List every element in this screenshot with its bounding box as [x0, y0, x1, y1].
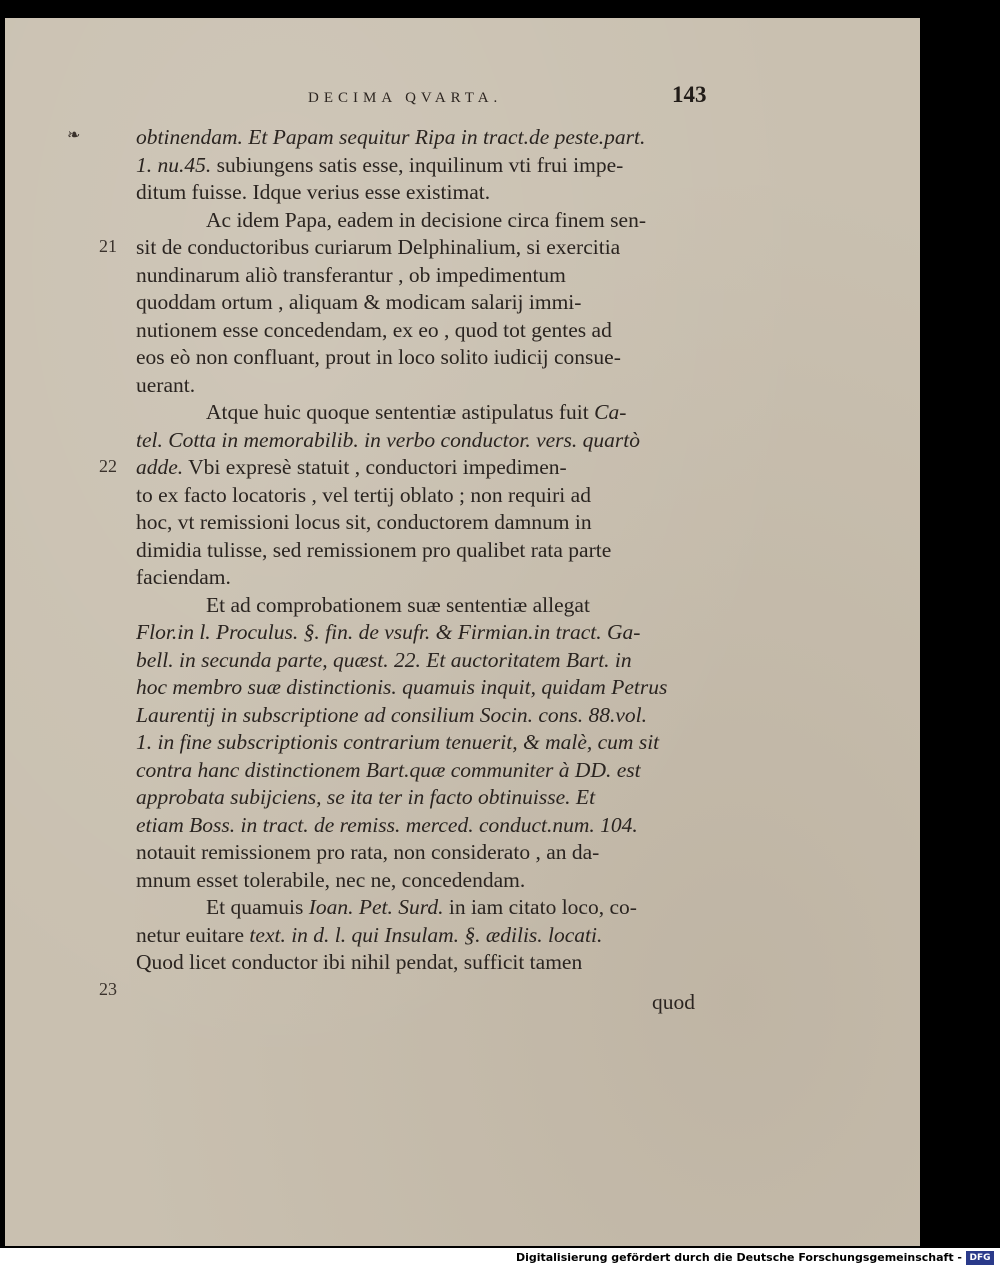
text-line	[136, 949, 712, 976]
text-line	[136, 427, 712, 454]
text-line	[136, 812, 712, 839]
page-number: 143	[672, 82, 707, 107]
text-segment: faciendam.	[136, 565, 231, 589]
text-segment: subiungens satis esse, inquilinum vti frui impe-	[211, 152, 624, 177]
text-segment: Et ad comprobationem suæ sententiæ allegat	[206, 592, 590, 617]
text-segment: mnum esset tolerabile, nec ne, concedendam.	[136, 867, 526, 892]
italic-citation: 1. nu.45.	[136, 152, 212, 177]
italic-citation: adde.	[136, 455, 184, 479]
text-line	[136, 399, 712, 426]
text-line	[136, 344, 712, 371]
italic-citation: Flor.in l. Proculus. §. fin. de vsufr. & Firmian.in tract. Ga-	[136, 620, 641, 644]
text-line	[136, 592, 712, 619]
text-line	[136, 289, 712, 316]
text-segment: netur euitare	[136, 922, 250, 947]
page-header	[5, 82, 920, 112]
text-line	[136, 482, 712, 509]
text-line	[136, 317, 712, 344]
text-segment: hoc, vt remissioni locus sit, conductorem damnum in	[136, 510, 592, 534]
scanned-page	[5, 18, 920, 1246]
text-segment: ditum fuisse. Idque verius esse existimat.	[136, 180, 491, 204]
text-segment: sit de conductoribus curiarum Delphinalium, si exercitia	[136, 235, 621, 259]
running-head: DECIMA QVARTA.	[308, 90, 503, 106]
text-line	[136, 564, 712, 591]
italic-citation: contra hanc distinctionem Bart.quæ communiter à DD. est	[136, 757, 641, 782]
funding-credit: Digitalisierung gefördert durch die Deutsche Forschungsgemeinschaft -	[515, 1251, 962, 1264]
italic-citation: Laurentij in subscriptione ad consilium Socin. cons. 88.vol.	[136, 702, 647, 727]
text-line	[136, 674, 712, 701]
italic-citation: obtinendam. Et Papam sequitur Ripa in tract.de peste.part.	[136, 125, 646, 149]
text-segment: nutionem esse concedendam, ex eo , quod tot gentes ad	[136, 317, 612, 342]
text-line	[136, 234, 712, 261]
text-line	[136, 757, 712, 784]
italic-citation: Ca-	[594, 400, 627, 424]
text-line	[136, 537, 712, 564]
text-line	[136, 207, 712, 234]
text-segment: to ex facto locatoris , vel tertij oblato ; non requiri ad	[136, 482, 591, 507]
text-line	[136, 262, 712, 289]
text-segment: Et quamuis	[206, 895, 309, 919]
text-line	[136, 152, 712, 179]
text-line	[136, 784, 712, 811]
margin-number: 21	[99, 236, 117, 256]
text-segment: uerant.	[136, 372, 196, 397]
margin-number: 22	[99, 456, 117, 476]
italic-citation: hoc membro suæ distinctionis. quamuis inquit, quidam Petrus	[136, 675, 668, 699]
text-line	[136, 647, 712, 674]
text-segment: dimidia tulisse, sed remissionem pro qualibet rata parte	[136, 537, 612, 562]
text-line	[136, 922, 712, 949]
text-line	[136, 867, 712, 894]
text-line	[136, 839, 712, 866]
text-line	[136, 124, 712, 151]
text-segment: Atque huic quoque sententiæ astipulatus fuit	[206, 400, 595, 424]
text-line	[136, 619, 712, 646]
italic-citation: Ioan. Pet. Surd.	[308, 895, 444, 919]
text-segment: quoddam ortum , aliquam & modicam salarij immi-	[136, 290, 582, 314]
text-line	[136, 702, 712, 729]
text-segment: nundinarum aliò transferantur , ob impedimentum	[136, 262, 566, 287]
italic-citation: etiam Boss. in tract. de remiss. merced. conduct.num. 104.	[136, 812, 638, 837]
text-line	[136, 894, 712, 921]
digitization-footer	[0, 1248, 1000, 1269]
text-line	[136, 729, 712, 756]
text-segment: in iam citato loco, co-	[443, 895, 637, 919]
italic-citation: tel. Cotta in memorabilib. in verbo conductor. vers. quartò	[136, 427, 641, 452]
text-segment: Ac idem Papa, eadem in decisione circa finem sen-	[206, 207, 646, 232]
text-line	[136, 372, 712, 399]
italic-citation: text. in d. l. qui Insulam. §. ædilis. locati.	[249, 922, 603, 947]
margin-mark: ❧	[67, 127, 81, 144]
margin-number: 23	[99, 978, 117, 999]
text-segment: Quod licet conductor ibi nihil pendat, sufficit tamen	[136, 950, 583, 974]
text-line	[136, 179, 712, 206]
italic-citation: approbata subijciens, se ita ter in facto obtinuisse. Et	[136, 785, 596, 809]
italic-citation: bell. in secunda parte, quæst. 22. Et auctoritatem Bart. in	[136, 647, 632, 672]
dfg-logo: DFG	[966, 1251, 994, 1265]
text-line	[136, 509, 712, 536]
italic-citation: 1. in fine subscriptionis contrarium tenuerit, & malè, cum sit	[136, 730, 660, 754]
text-segment: notauit remissionem pro rata, non considerato , an da-	[136, 840, 600, 864]
text-line	[136, 454, 712, 481]
catchword: quod	[652, 990, 695, 1014]
text-segment: Vbi expresè statuit , conductori impedimen-	[183, 455, 567, 479]
text-segment: eos eò non confluant, prout in loco solito iudicij consue-	[136, 345, 621, 369]
